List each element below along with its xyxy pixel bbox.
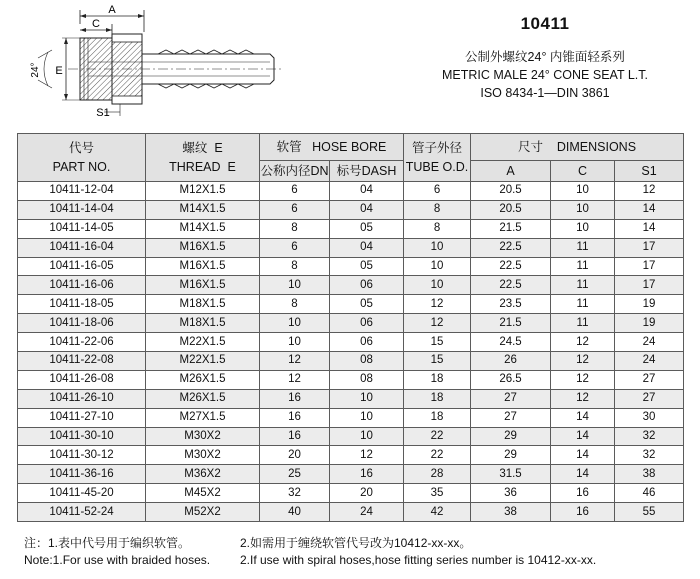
header-dimensions: 尺寸 DIMENSIONS xyxy=(471,134,684,161)
dn-cell: 25 xyxy=(260,465,330,484)
c-cell: 12 xyxy=(551,370,615,389)
table-row xyxy=(18,427,684,446)
c-cell: 16 xyxy=(551,503,615,522)
c-cell: 16 xyxy=(551,484,615,503)
dn-cell: 6 xyxy=(260,182,330,201)
a-cell: 21.5 xyxy=(471,219,551,238)
dim-s1-label: S1 xyxy=(96,107,110,119)
dn-cell: 16 xyxy=(260,408,330,427)
c-cell: 10 xyxy=(551,200,615,219)
tube-od-cell: 28 xyxy=(404,465,471,484)
c-cell: 11 xyxy=(551,276,615,295)
c-cell: 11 xyxy=(551,314,615,333)
c-cell: 14 xyxy=(551,465,615,484)
part-no-cell: 10411-14-05 xyxy=(18,219,146,238)
c-cell: 12 xyxy=(551,352,615,371)
part-no-cell: 10411-16-04 xyxy=(18,238,146,257)
part-no-cell: 10411-22-08 xyxy=(18,352,146,371)
table-row xyxy=(18,503,684,522)
s1-cell: 27 xyxy=(615,389,684,408)
table-row xyxy=(18,446,684,465)
tube-od-cell: 18 xyxy=(404,408,471,427)
dash-cell: 10 xyxy=(330,427,404,446)
dash-cell: 04 xyxy=(330,200,404,219)
tube-od-cell: 42 xyxy=(404,503,471,522)
part-no-cell: 10411-16-05 xyxy=(18,257,146,276)
a-cell: 29 xyxy=(471,427,551,446)
tube-od-cell: 15 xyxy=(404,352,471,371)
c-cell: 12 xyxy=(551,389,615,408)
tube-od-cell: 22 xyxy=(404,446,471,465)
fitting-drawing xyxy=(8,2,298,126)
table-row xyxy=(18,370,684,389)
title-standard: ISO 8434-1—DIN 3861 xyxy=(480,86,610,100)
dash-cell: 06 xyxy=(330,276,404,295)
table-row xyxy=(18,219,684,238)
table-row xyxy=(18,182,684,201)
dash-cell: 10 xyxy=(330,408,404,427)
dn-cell: 6 xyxy=(260,238,330,257)
tube-od-cell: 18 xyxy=(404,370,471,389)
dn-cell: 12 xyxy=(260,352,330,371)
thread-cell: M16X1.5 xyxy=(146,238,260,257)
table-row xyxy=(18,314,684,333)
header-dn: 公称内径DN xyxy=(260,161,330,182)
a-cell: 24.5 xyxy=(471,333,551,352)
note-en-1: Note:1.For use with braided hoses. xyxy=(24,553,211,567)
thread-cell: M26X1.5 xyxy=(146,389,260,408)
s1-cell: 14 xyxy=(615,200,684,219)
tube-od-cell: 10 xyxy=(404,276,471,295)
s1-cell: 38 xyxy=(615,465,684,484)
tube-od-cell: 8 xyxy=(404,200,471,219)
s1-cell: 17 xyxy=(615,257,684,276)
a-cell: 20.5 xyxy=(471,200,551,219)
a-cell: 31.5 xyxy=(471,465,551,484)
table-row xyxy=(18,408,684,427)
s1-cell: 32 xyxy=(615,446,684,465)
header-dash: 标号DASH xyxy=(330,161,404,182)
part-no-cell: 10411-26-08 xyxy=(18,370,146,389)
table-row xyxy=(18,200,684,219)
c-cell: 14 xyxy=(551,408,615,427)
s1-cell: 30 xyxy=(615,408,684,427)
table-row xyxy=(18,257,684,276)
part-no-cell: 10411-26-10 xyxy=(18,389,146,408)
part-no-cell: 10411-22-06 xyxy=(18,333,146,352)
note-cn-1: 注：1.表中代号用于编织软管。 xyxy=(24,536,191,550)
tube-od-cell: 12 xyxy=(404,295,471,314)
dash-cell: 06 xyxy=(330,314,404,333)
s1-cell: 19 xyxy=(615,295,684,314)
title-block xyxy=(410,14,680,102)
thread-cell: M27X1.5 xyxy=(146,408,260,427)
thread-cell: M12X1.5 xyxy=(146,182,260,201)
header-hose-bore: 软管 HOSE BORE xyxy=(260,134,404,161)
a-cell: 22.5 xyxy=(471,257,551,276)
tube-od-cell: 18 xyxy=(404,389,471,408)
a-cell: 29 xyxy=(471,446,551,465)
table-row xyxy=(18,484,684,503)
dim-a-label: A xyxy=(108,4,116,16)
dn-cell: 10 xyxy=(260,314,330,333)
table-row xyxy=(18,465,684,484)
dn-cell: 32 xyxy=(260,484,330,503)
dn-cell: 10 xyxy=(260,276,330,295)
a-cell: 26.5 xyxy=(471,370,551,389)
notes xyxy=(24,535,694,569)
tube-od-cell: 15 xyxy=(404,333,471,352)
dash-cell: 12 xyxy=(330,446,404,465)
thread-cell: M22X1.5 xyxy=(146,333,260,352)
dn-cell: 16 xyxy=(260,427,330,446)
dn-cell: 8 xyxy=(260,295,330,314)
table-row xyxy=(18,352,684,371)
tube-od-cell: 12 xyxy=(404,314,471,333)
s1-cell: 14 xyxy=(615,219,684,238)
thread-cell: M16X1.5 xyxy=(146,276,260,295)
c-cell: 14 xyxy=(551,446,615,465)
c-cell: 14 xyxy=(551,427,615,446)
a-cell: 26 xyxy=(471,352,551,371)
table-row xyxy=(18,333,684,352)
header-a: A xyxy=(471,161,551,182)
dash-cell: 05 xyxy=(330,295,404,314)
dash-cell: 05 xyxy=(330,257,404,276)
thread-cell: M30X2 xyxy=(146,446,260,465)
dash-cell: 10 xyxy=(330,389,404,408)
c-cell: 11 xyxy=(551,295,615,314)
s1-cell: 12 xyxy=(615,182,684,201)
thread-cell: M18X1.5 xyxy=(146,314,260,333)
s1-cell: 24 xyxy=(615,333,684,352)
tube-od-cell: 22 xyxy=(404,427,471,446)
c-cell: 10 xyxy=(551,182,615,201)
thread-cell: M52X2 xyxy=(146,503,260,522)
dash-cell: 08 xyxy=(330,370,404,389)
a-cell: 27 xyxy=(471,408,551,427)
s1-cell: 17 xyxy=(615,276,684,295)
dn-cell: 20 xyxy=(260,446,330,465)
a-cell: 36 xyxy=(471,484,551,503)
dash-cell: 04 xyxy=(330,238,404,257)
angle-label: 24° xyxy=(30,62,41,78)
tube-od-cell: 8 xyxy=(404,219,471,238)
part-no-cell: 10411-30-10 xyxy=(18,427,146,446)
part-no-cell: 10411-36-16 xyxy=(18,465,146,484)
part-no-cell: 10411-30-12 xyxy=(18,446,146,465)
s1-cell: 27 xyxy=(615,370,684,389)
dn-cell: 10 xyxy=(260,333,330,352)
spec-table xyxy=(17,133,684,522)
header-tube-od: 管子外径 TUBE O.D. xyxy=(404,134,471,182)
c-cell: 11 xyxy=(551,238,615,257)
dim-e-label: E xyxy=(55,65,63,77)
dash-cell: 16 xyxy=(330,465,404,484)
header-c: C xyxy=(551,161,615,182)
s1-cell: 55 xyxy=(615,503,684,522)
a-cell: 27 xyxy=(471,389,551,408)
dash-cell: 04 xyxy=(330,182,404,201)
tube-od-cell: 10 xyxy=(404,257,471,276)
part-no-cell: 10411-18-06 xyxy=(18,314,146,333)
part-no-cell: 10411-27-10 xyxy=(18,408,146,427)
note-cn-2: 2.如需用于缠绕软管代号改为10412-xx-xx。 xyxy=(240,536,472,550)
part-no-cell: 10411-12-04 xyxy=(18,182,146,201)
note-en-2: 2.If use with spiral hoses,hose fitting series number is 10412-xx-xx. xyxy=(240,553,597,567)
tube-od-cell: 35 xyxy=(404,484,471,503)
thread-cell: M30X2 xyxy=(146,427,260,446)
part-no-cell: 10411-45-20 xyxy=(18,484,146,503)
dash-cell: 05 xyxy=(330,219,404,238)
thread-cell: M16X1.5 xyxy=(146,257,260,276)
a-cell: 22.5 xyxy=(471,238,551,257)
thread-cell: M22X1.5 xyxy=(146,352,260,371)
tube-od-cell: 6 xyxy=(404,182,471,201)
s1-cell: 19 xyxy=(615,314,684,333)
dash-cell: 24 xyxy=(330,503,404,522)
s1-cell: 24 xyxy=(615,352,684,371)
dim-c-label: C xyxy=(92,18,100,30)
dn-cell: 12 xyxy=(260,370,330,389)
dash-cell: 06 xyxy=(330,333,404,352)
title-cn: 公制外螺纹24° 内锥面轻系列 xyxy=(465,50,625,64)
a-cell: 23.5 xyxy=(471,295,551,314)
table-row xyxy=(18,295,684,314)
dn-cell: 40 xyxy=(260,503,330,522)
thread-cell: M36X2 xyxy=(146,465,260,484)
a-cell: 22.5 xyxy=(471,276,551,295)
header-part-no: 代号 PART NO. xyxy=(18,134,146,182)
s1-cell: 17 xyxy=(615,238,684,257)
c-cell: 11 xyxy=(551,257,615,276)
dn-cell: 16 xyxy=(260,389,330,408)
a-cell: 21.5 xyxy=(471,314,551,333)
c-cell: 12 xyxy=(551,333,615,352)
s1-cell: 32 xyxy=(615,427,684,446)
table-row xyxy=(18,238,684,257)
thread-cell: M14X1.5 xyxy=(146,219,260,238)
table-row xyxy=(18,389,684,408)
title-en: METRIC MALE 24° CONE SEAT L.T. xyxy=(442,68,648,82)
dn-cell: 6 xyxy=(260,200,330,219)
header-s1: S1 xyxy=(615,161,684,182)
a-cell: 38 xyxy=(471,503,551,522)
dash-cell: 08 xyxy=(330,352,404,371)
part-no-cell: 10411-14-04 xyxy=(18,200,146,219)
dn-cell: 8 xyxy=(260,219,330,238)
thread-cell: M18X1.5 xyxy=(146,295,260,314)
dash-cell: 20 xyxy=(330,484,404,503)
thread-cell: M26X1.5 xyxy=(146,370,260,389)
a-cell: 20.5 xyxy=(471,182,551,201)
header-thread: 螺纹 E THREAD E xyxy=(146,134,260,182)
part-series-number: 10411 xyxy=(520,14,570,33)
thread-cell: M14X1.5 xyxy=(146,200,260,219)
part-no-cell: 10411-16-06 xyxy=(18,276,146,295)
c-cell: 10 xyxy=(551,219,615,238)
dn-cell: 8 xyxy=(260,257,330,276)
s1-cell: 46 xyxy=(615,484,684,503)
table-row xyxy=(18,276,684,295)
part-no-cell: 10411-18-05 xyxy=(18,295,146,314)
tube-od-cell: 10 xyxy=(404,238,471,257)
thread-cell: M45X2 xyxy=(146,484,260,503)
part-no-cell: 10411-52-24 xyxy=(18,503,146,522)
